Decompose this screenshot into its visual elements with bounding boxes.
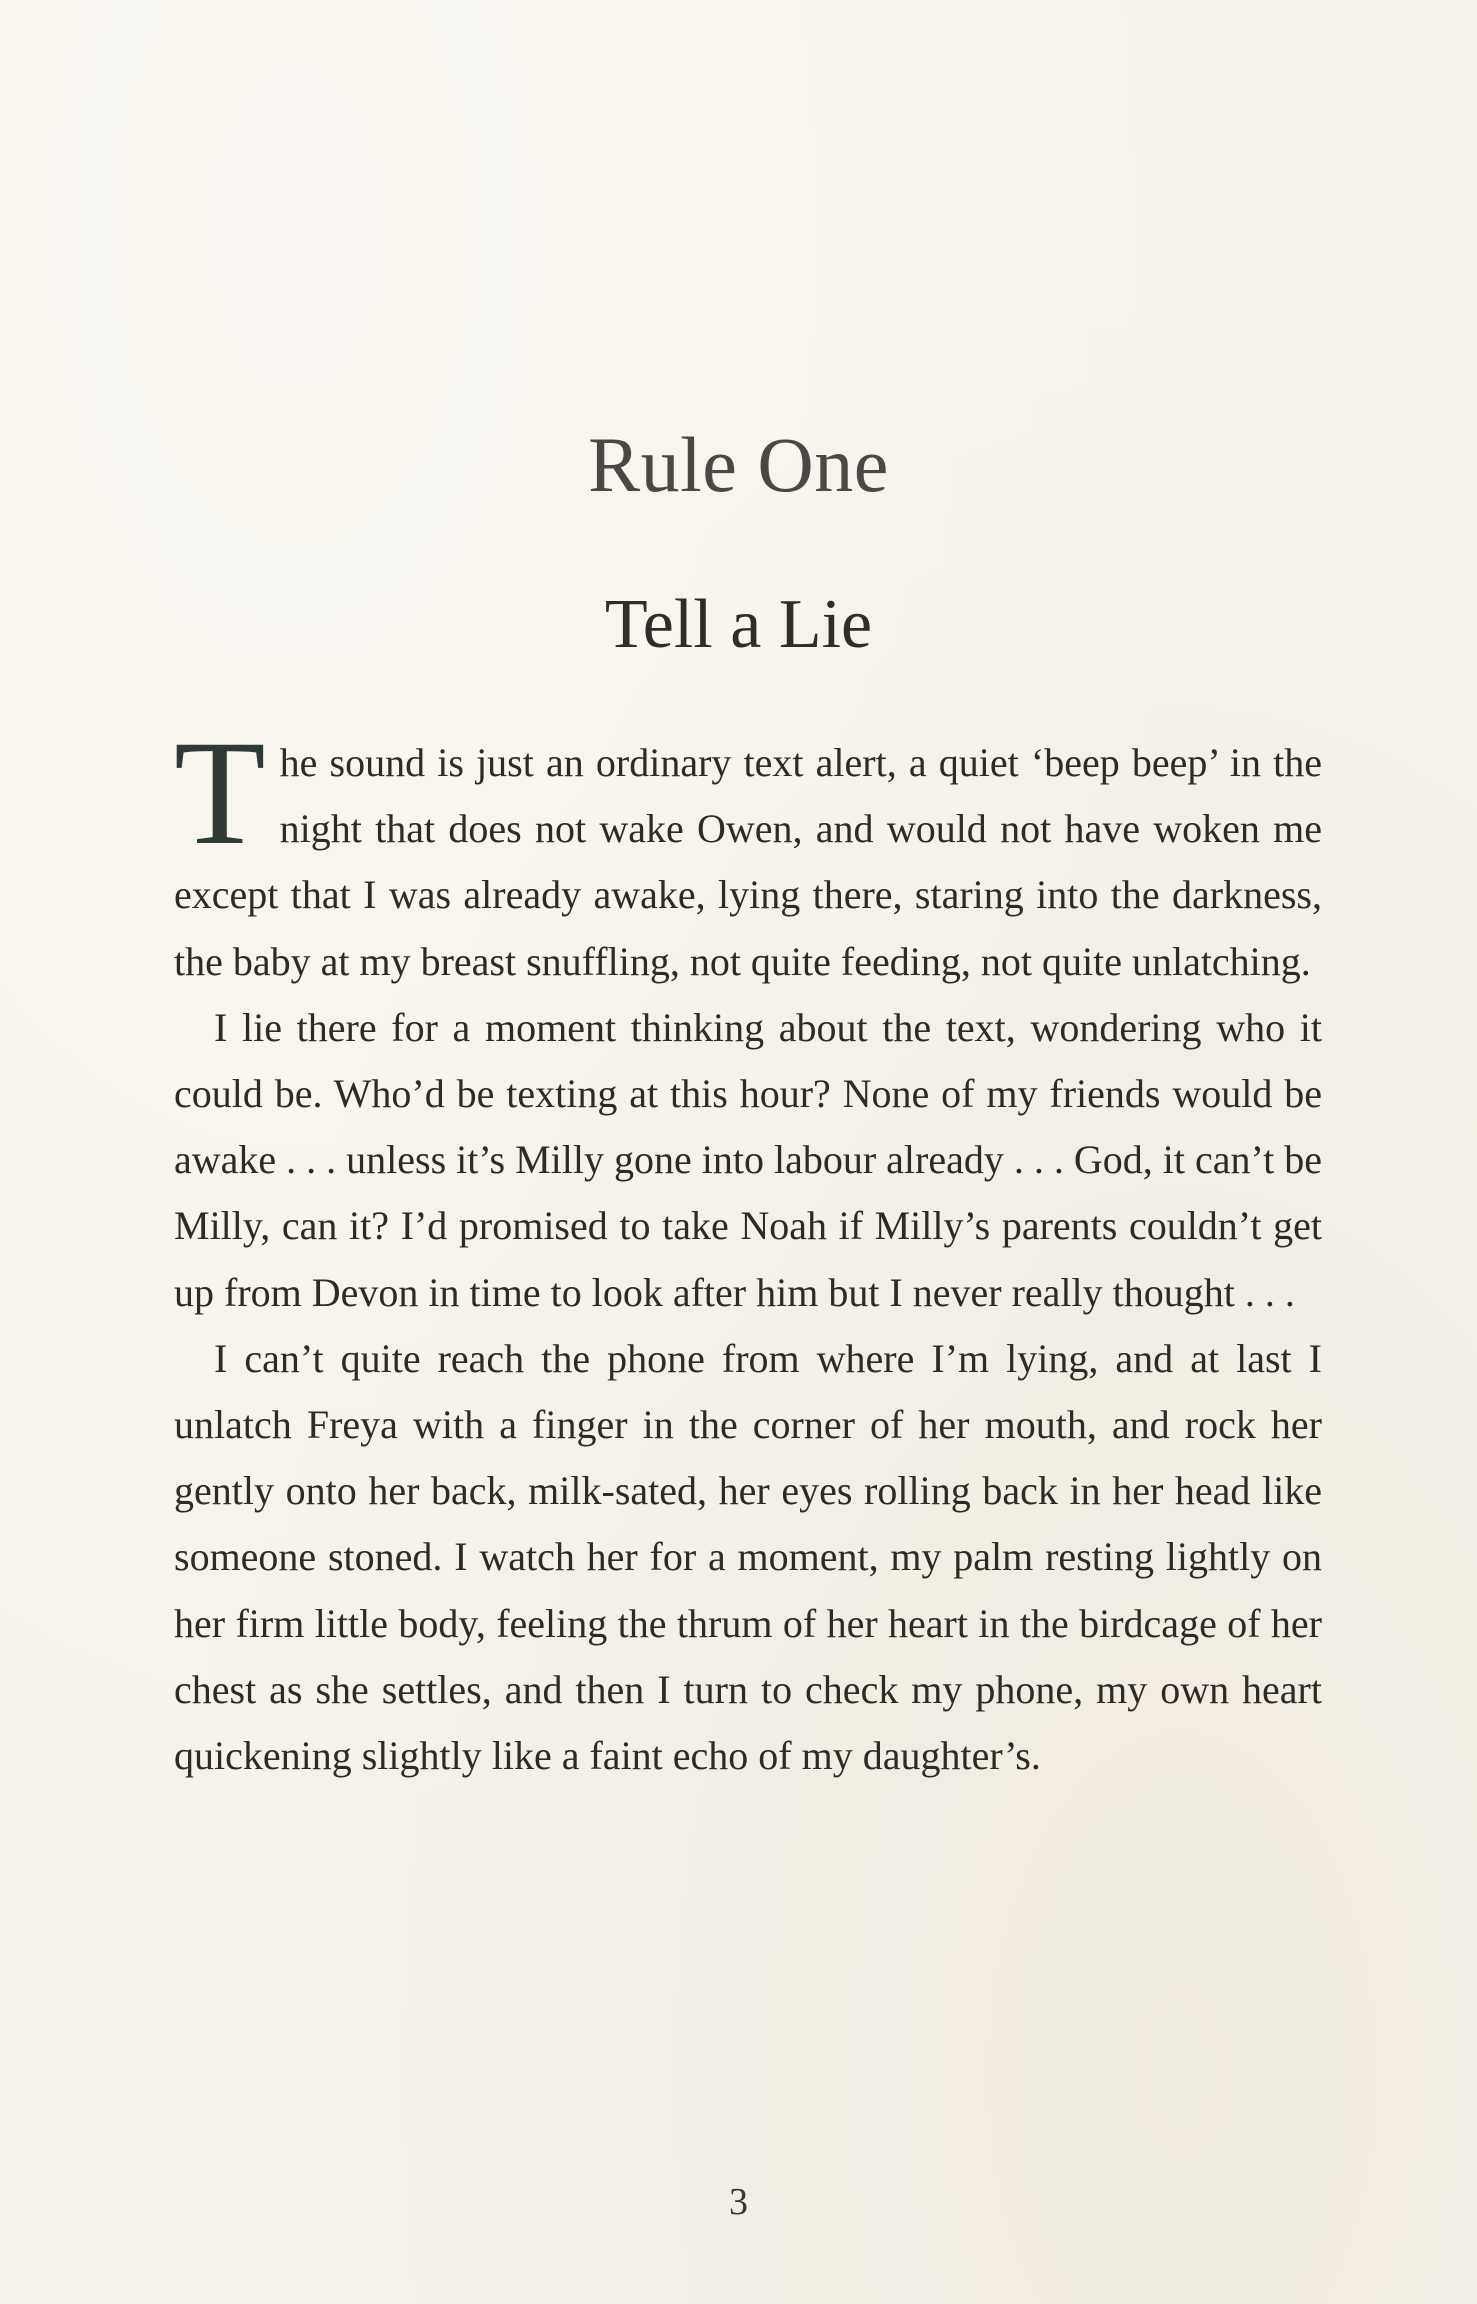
paragraph-1: [174, 710, 1322, 995]
chapter-title: Tell a Lie: [604, 586, 873, 663]
paragraph-3: I can’t quite reach the phone from where I’m lying, and at last I unlatch Freya with a finger in the corner of her mouth, and rock her gently onto her back, milk-sated, her eyes rolling back in her head like someone stoned. I watch her for a moment, my palm resting lightly on her firm little body, feeling the thrum of her heart in the birdcage of her chest as she settles, and then I turn to check my phone, my own heart quickening slightly like a faint echo of my daughter’s.: [174, 1335, 1322, 1779]
chapter-heading: Rule One: [588, 421, 889, 508]
paragraph-2: I lie there for a moment thinking about the text, wondering who it could be. Who’d be texting at this hour? None of my friends would be awake . . . unless it’s Milly gone into labour already . . . God, it can’t be Milly, can it? I’d promised to take Noah if Milly’s parents couldn’t get up from Devon in time to look after him but I never really thought . . .: [174, 1004, 1322, 1315]
paragraph-1-text: he sound is just an ordinary text alert, a quiet ‘beep beep’ in the night that does not wake Owen, and would not have woken me except that I was already awake, lying there, staring into the darkness, the baby at my breast snuffling, not quite feeding, not quite unlatching.: [174, 740, 1322, 984]
drop-cap: T: [174, 710, 266, 876]
body-text: [174, 710, 1322, 1789]
page-number: 3: [729, 2181, 748, 2223]
